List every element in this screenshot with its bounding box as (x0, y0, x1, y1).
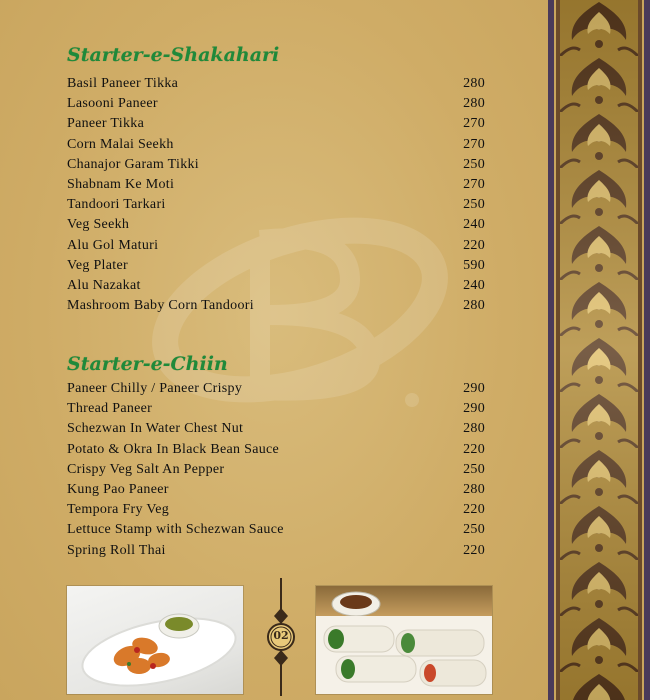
dish-name: Spring Roll Thai (67, 542, 166, 558)
menu-list-chiin (67, 381, 485, 563)
dish-name: Alu Nazakat (67, 277, 141, 293)
dish-name: Basil Paneer Tikka (67, 76, 179, 91)
menu-item (67, 258, 485, 278)
dish-name: Thread Paneer (67, 401, 153, 417)
menu-item (67, 137, 485, 157)
menu-item (67, 96, 485, 116)
dish-price: 250 (463, 156, 485, 172)
plated-starter-image (67, 586, 243, 694)
dish-price: 280 (463, 298, 485, 314)
menu-list-shakahari (67, 76, 485, 318)
menu-item (67, 116, 485, 136)
dish-price: 270 (463, 136, 485, 152)
dish-price: 250 (463, 197, 485, 213)
dish-name: Shabnam Ke Moti (67, 176, 175, 192)
menu-item (67, 217, 485, 237)
dish-name: Paneer Chilly / Paneer Crispy (67, 381, 243, 396)
menu-item (67, 298, 485, 318)
menu-item (67, 401, 485, 421)
menu-item (67, 502, 485, 522)
menu-item (67, 381, 485, 401)
menu-item (67, 278, 485, 298)
dish-price: 220 (463, 542, 485, 558)
menu-item (67, 482, 485, 502)
food-photo-left (67, 586, 243, 694)
ornament-pattern-icon (560, 0, 638, 700)
dish-price: 250 (463, 461, 485, 477)
dish-price: 220 (463, 502, 485, 518)
dish-price: 220 (463, 441, 485, 457)
menu-item (67, 76, 485, 96)
dish-price: 280 (463, 481, 485, 497)
dish-price: 220 (463, 237, 485, 253)
dish-name: Kung Pao Paneer (67, 481, 169, 497)
dish-name: Lettuce Stamp with Schezwan Sauce (67, 522, 284, 538)
menu-item (67, 197, 485, 217)
dish-price: 270 (463, 176, 485, 192)
spring-rolls-image (316, 586, 492, 694)
section-title-chiin: Starter-e-Chiin (67, 353, 228, 375)
dish-name: Potato & Okra In Black Bean Sauce (67, 441, 280, 457)
dish-name: Tandoori Tarkari (67, 197, 166, 213)
dish-price: 240 (463, 277, 485, 293)
dish-name: Lasooni Paneer (67, 96, 158, 112)
menu-item (67, 543, 485, 563)
dish-name: Chanajor Garam Tikki (67, 156, 199, 172)
dish-name: Veg Seekh (67, 217, 130, 233)
dish-price: 280 (463, 421, 485, 437)
dish-price: 250 (463, 522, 485, 538)
menu-item (67, 462, 485, 482)
page-number: 02 (273, 629, 289, 642)
dish-price: 590 (463, 257, 485, 273)
menu-item (67, 177, 485, 197)
dish-price: 240 (463, 217, 485, 233)
section-title-shakahari: Starter-e-Shakahari (67, 44, 280, 66)
dish-name: Tempora Fry Veg (67, 502, 170, 518)
dish-name: Alu Gol Maturi (67, 237, 159, 253)
dish-name: Crispy Veg Salt An Pepper (67, 461, 225, 477)
dish-price: 280 (463, 96, 485, 112)
dish-price: 290 (463, 381, 485, 396)
menu-item (67, 238, 485, 258)
menu-item (67, 442, 485, 462)
menu-item (67, 522, 485, 542)
menu-item (67, 157, 485, 177)
dish-price: 270 (463, 116, 485, 132)
dish-name: Mashroom Baby Corn Tandoori (67, 298, 254, 314)
food-photo-right (316, 586, 492, 694)
dish-name: Corn Malai Seekh (67, 136, 174, 152)
dish-price: 290 (463, 401, 485, 417)
menu-item (67, 421, 485, 441)
dish-name: Schezwan In Water Chest Nut (67, 421, 244, 437)
dish-name: Veg Plater (67, 257, 128, 273)
dish-price: 280 (463, 76, 485, 91)
dish-name: Paneer Tikka (67, 116, 145, 132)
decorative-border (548, 0, 650, 700)
